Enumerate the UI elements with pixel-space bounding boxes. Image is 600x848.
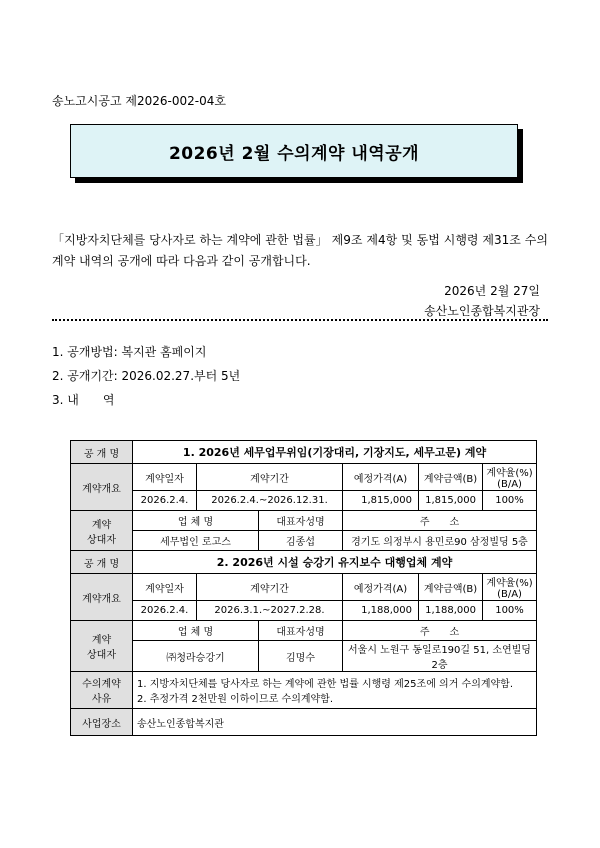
estimated-price: 1,188,000 xyxy=(343,601,419,621)
label-overview: 계약개요 xyxy=(71,574,133,621)
header-period: 계약기간 xyxy=(197,574,343,601)
dotted-divider xyxy=(52,319,548,321)
table-row xyxy=(71,491,537,511)
header-rate: 계약율(%)(B/A) xyxy=(483,464,537,491)
table-row xyxy=(71,621,537,641)
header-contract-date: 계약일자 xyxy=(133,464,197,491)
table-row xyxy=(71,709,537,736)
contract-period: 2026.3.1.~2027.2.28. xyxy=(197,601,343,621)
header-company: 업 체 명 xyxy=(133,621,259,641)
reason-line: 2. 추정가격 2천만원 이하이므로 수의계약함. xyxy=(137,694,334,705)
header-period: 계약기간 xyxy=(197,464,343,491)
title-box xyxy=(70,124,518,178)
label-reason: 수의계약 사유 xyxy=(71,672,133,709)
label-place: 사업장소 xyxy=(71,709,133,736)
table-row xyxy=(71,551,537,574)
table-row xyxy=(71,511,537,531)
contract-amount: 1,815,000 xyxy=(419,491,483,511)
contract-rate: 100% xyxy=(483,601,537,621)
rep-name: 김명수 xyxy=(259,641,343,672)
company-name: 세무법인 로고스 xyxy=(133,531,259,551)
contract-date: 2026.2.4. xyxy=(133,601,197,621)
label-counterparty: 계약 상대자 xyxy=(71,621,133,672)
header-address: 주 소 xyxy=(343,511,537,531)
header-amount: 계약금액(B) xyxy=(419,464,483,491)
label-counterparty: 계약 상대자 xyxy=(71,511,133,551)
intro-paragraph: 「지방자치단체를 당사자로 하는 계약에 관한 법률」 제9조 제4항 및 동법 시행령 제31조 수의계약 내역의 공개에 따라 다음과 같이 공개합니다. xyxy=(52,233,548,268)
header-estimated: 예정가격(A) xyxy=(343,574,419,601)
table-row xyxy=(71,464,537,491)
notice-number: 송노고시공고 제2026-002-04호 xyxy=(52,94,226,108)
header-amount: 계약금액(B) xyxy=(419,574,483,601)
rep-name: 김종섭 xyxy=(259,531,343,551)
table-row xyxy=(71,531,537,551)
contract-date: 2026.2.4. xyxy=(133,491,197,511)
label-name: 공 개 명 xyxy=(71,441,133,464)
contract-title: 2. 2026년 시설 승강기 유지보수 대행업체 계약 xyxy=(133,551,537,574)
table-row xyxy=(71,441,537,464)
header-company: 업 체 명 xyxy=(133,511,259,531)
header-estimated: 예정가격(A) xyxy=(343,464,419,491)
table-row xyxy=(71,601,537,621)
label-overview: 계약개요 xyxy=(71,464,133,511)
contract-rate: 100% xyxy=(483,491,537,511)
table-row xyxy=(71,672,537,709)
organization-name: 송산노인종합복지관장 xyxy=(424,304,540,318)
reason-line: 1. 지방자치단체를 당사자로 하는 계약에 관한 법률 시행령 제25조에 의거 수의계약함. xyxy=(137,679,514,690)
contract-title: 1. 2026년 세무업무위임(기장대리, 기장지도, 세무고문) 계약 xyxy=(133,441,537,464)
label-name: 공 개 명 xyxy=(71,551,133,574)
item-details: 3. 내 역 xyxy=(52,393,115,407)
header-rep: 대표자성명 xyxy=(259,621,343,641)
company-address: 경기도 의정부시 용민로90 삼정빌딩 5층 xyxy=(343,531,537,551)
contract-amount: 1,188,000 xyxy=(419,601,483,621)
contract-period: 2026.2.4.~2026.12.31. xyxy=(197,491,343,511)
header-contract-date: 계약일자 xyxy=(133,574,197,601)
estimated-price: 1,815,000 xyxy=(343,491,419,511)
header-address: 주 소 xyxy=(343,621,537,641)
place-value: 송산노인종합복지관 xyxy=(133,709,537,736)
table-row xyxy=(71,641,537,672)
table-row xyxy=(71,574,537,601)
contract-table xyxy=(70,440,537,736)
page-title: 2026년 2월 수의계약 내역공개 xyxy=(70,124,518,178)
notice-date: 2026년 2월 27일 xyxy=(444,284,540,298)
item-disclosure-period: 2. 공개기간: 2026.02.27.부터 5년 xyxy=(52,369,241,383)
header-rep: 대표자성명 xyxy=(259,511,343,531)
item-disclosure-method: 1. 공개방법: 복지관 홈페이지 xyxy=(52,345,207,359)
company-address: 서울시 노원구 동일로190길 51, 소연빌딩 2층 xyxy=(343,641,537,672)
company-name: ㈜청라승강기 xyxy=(133,641,259,672)
reason-cell xyxy=(133,672,537,709)
header-rate: 계약율(%)(B/A) xyxy=(483,574,537,601)
